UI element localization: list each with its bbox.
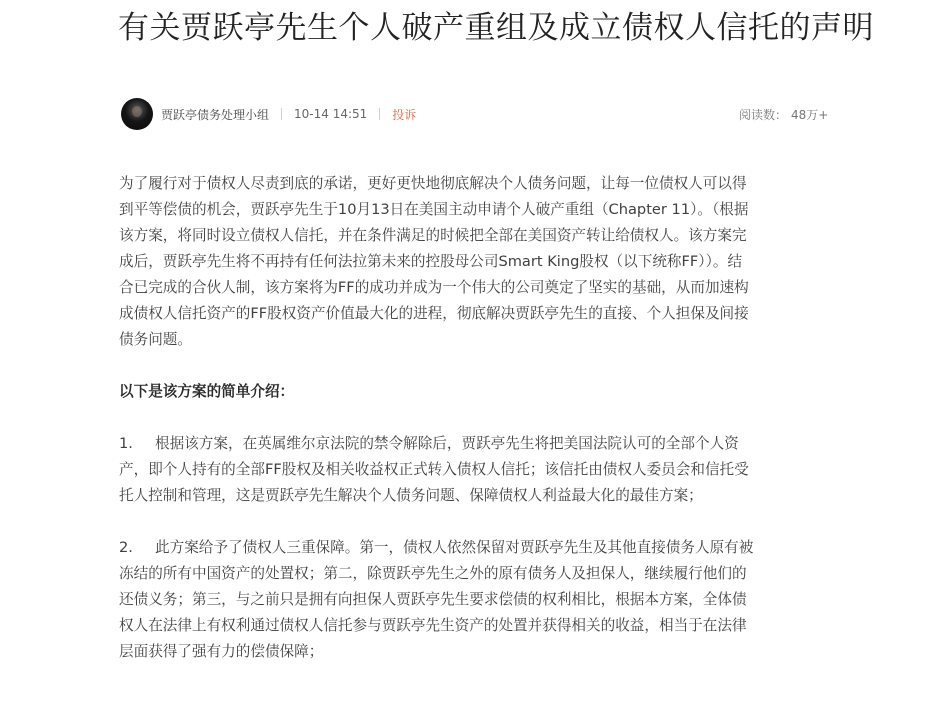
author-name[interactable]: 贾跃亭债务处理小组 — [161, 107, 270, 122]
list-item-number: 1. — [119, 435, 133, 452]
read-count-label: 阅读数： — [739, 108, 788, 122]
intro-paragraph: 为了履行对于债权人尽责到底的承诺，更好更快地彻底解决个人债务问题，让每一位债权人可以得 到平等偿债的机会，贾跃亭先生于10月13日在美国主动申请个人破产重组（Chapter 11）。（根据 该方案，将同时设立债权人信托，并在条件满足的时候把全部在美国资产转让给债权人。该方案完 成后，贾跃亭先生将不再持有任何法拉第未来的控股母公司Smart King股权（以下统称FF））。结 合已完成的合伙人制，该方案将为FF的成功并成为一个伟大的公司奠定了坚实的基础，从而加速构 成债权人信托资产的FF股权资产价值最大化的进程，彻底解决贾跃亭先生的直接、个人担保及间接 债务问题。 — [119, 175, 749, 348]
article-title: 有关贾跃亭先生个人破产重组及成立债权人信托的声明 — [118, 10, 874, 46]
list-item — [119, 535, 819, 665]
author-avatar[interactable] — [121, 98, 153, 130]
section-heading: 以下是该方案的简单介绍： — [119, 383, 295, 400]
list-item-text: 此方案给予了债权人三重保障。第一，债权人依然保留对贾跃亭先生及其他直接债务人原有被 冻结的所有中国资产的处置权；第二，除贾跃亭先生之外的原有债务人及担保人，继续履行他们的 还债义务；第三，与之前只是拥有向担保人贾跃亭先生要求偿债的权利相比，根据本方案，全体债 权人在法律上有权利通过债权人信托参与贾跃亭先生资产的处置并获得相关的收益，相当于在法律 层面获得了强有力的偿债保障； — [119, 539, 754, 660]
list-item-number: 2. — [119, 539, 133, 556]
article-body — [119, 171, 819, 665]
meta-divider — [379, 108, 380, 120]
report-link[interactable]: 投诉 — [392, 107, 417, 122]
read-count-value: 48万+ — [791, 108, 829, 122]
read-count — [739, 106, 828, 123]
article-meta — [121, 97, 821, 131]
publish-time: 10-14 14:51 — [294, 107, 368, 121]
meta-divider — [281, 108, 282, 120]
list-item-text: 根据该方案，在英属维尔京法院的禁令解除后，贾跃亭先生将把美国法院认可的全部个人资 产，即个人持有的全部FF股权及相关收益权正式转入债权人信托；该信托由债权人委员会和信托受 托人控制和管理，这是贾跃亭先生解决个人债务问题、保障债权人利益最大化的最佳方案； — [119, 435, 749, 504]
list-item — [119, 431, 819, 509]
